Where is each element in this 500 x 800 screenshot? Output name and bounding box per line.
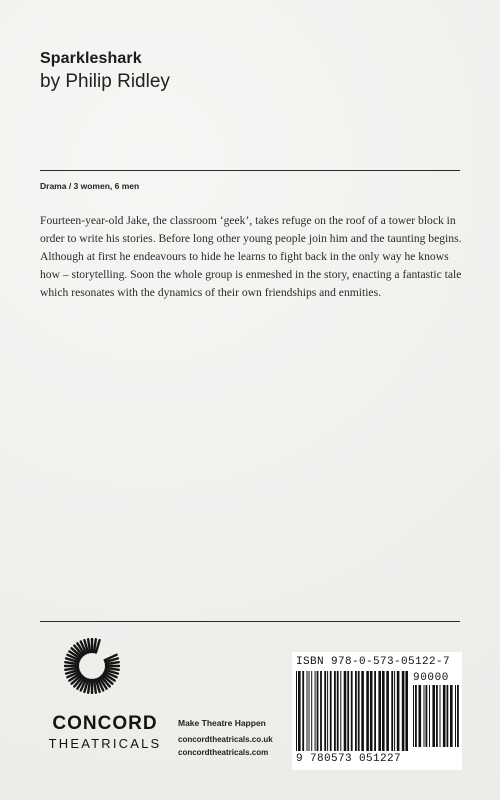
barcode-bar — [405, 671, 408, 751]
barcode-bar — [330, 671, 332, 751]
genre-cast-info: Drama / 3 women, 6 men — [40, 181, 140, 191]
ean-barcode — [296, 671, 408, 751]
barcode-bar — [419, 685, 422, 747]
publisher-name-sub: THEATRICALS — [48, 736, 162, 751]
barcode-bar — [361, 671, 364, 751]
barcode-bar — [307, 671, 308, 751]
barcode-bar — [355, 671, 357, 751]
barcode-bar — [317, 671, 319, 751]
barcode-bar — [402, 671, 405, 751]
barcode-bar — [426, 685, 428, 747]
barcode-bar — [394, 671, 395, 751]
barcode-bar — [440, 685, 441, 747]
barcode-bar — [450, 685, 453, 747]
publisher-brand — [40, 713, 170, 751]
ean-digits: 9 780573 051227 — [296, 753, 402, 765]
barcode-bar — [327, 671, 328, 751]
publisher-tagline: Make Theatre Happen — [178, 718, 266, 728]
barcode-bar — [315, 671, 316, 751]
barcode-bar — [455, 685, 456, 747]
barcode-bar — [429, 685, 430, 747]
barcode-bar — [298, 671, 301, 751]
barcode-bar — [382, 671, 385, 751]
isbn-text: ISBN 978-0-573-05122-7 — [296, 656, 451, 668]
barcode-bar — [370, 671, 373, 751]
barcode-bar — [432, 685, 435, 747]
barcode-bar — [334, 671, 336, 751]
addon-barcode — [413, 685, 459, 747]
top-divider — [40, 170, 460, 171]
barcode-bar — [344, 671, 347, 751]
barcode-bar — [366, 671, 369, 751]
barcode-bar — [413, 685, 414, 747]
publisher-link-uk[interactable]: concordtheatricals.co.uk — [178, 735, 273, 744]
barcode-bar — [320, 671, 322, 751]
barcode-bar — [436, 685, 438, 747]
barcode-bar — [309, 671, 310, 751]
barcode-bar — [324, 671, 326, 751]
barcode-bar — [397, 671, 400, 751]
publisher-name: CONCORD — [52, 713, 158, 734]
bottom-divider — [40, 621, 460, 622]
barcode-bar — [424, 685, 425, 747]
barcode-bar — [415, 685, 417, 747]
barcode-bar — [386, 671, 389, 751]
barcode-bar — [447, 685, 449, 747]
barcode-bar — [296, 671, 297, 751]
book-blurb: Fourteen-year-old Jake, the classroom ‘geek’, takes refuge on the roof of a tower block in order to write his stories. Before long other young people join him and the taunting begins. Although at first he endeavours to hide he learns to fight back in the only way he knows how – storytelling. Soon the whole group is enmeshed in the story, enacting a fantastic tale which resonates with the dynamics of their own friendships and enmities. — [40, 214, 462, 299]
publisher-link-com[interactable]: concordtheatricals.com — [178, 748, 269, 757]
barcode-bar — [443, 685, 446, 747]
barcode-bar — [337, 671, 339, 751]
barcode-bar — [378, 671, 381, 751]
barcode-bar — [302, 671, 304, 751]
barcode-bar — [391, 671, 393, 751]
concord-ring-icon — [64, 638, 120, 694]
barcode-bar — [457, 685, 459, 747]
barcode-bar — [340, 671, 341, 751]
barcode-bar — [358, 671, 360, 751]
barcode-bar — [374, 671, 376, 751]
barcode-bar — [311, 671, 312, 751]
barcode-bar — [351, 671, 353, 751]
price-code: 90000 — [413, 672, 450, 684]
barcode-bar — [347, 671, 349, 751]
book-author: by Philip Ridley — [40, 71, 170, 92]
book-title: Sparkleshark — [40, 50, 142, 67]
